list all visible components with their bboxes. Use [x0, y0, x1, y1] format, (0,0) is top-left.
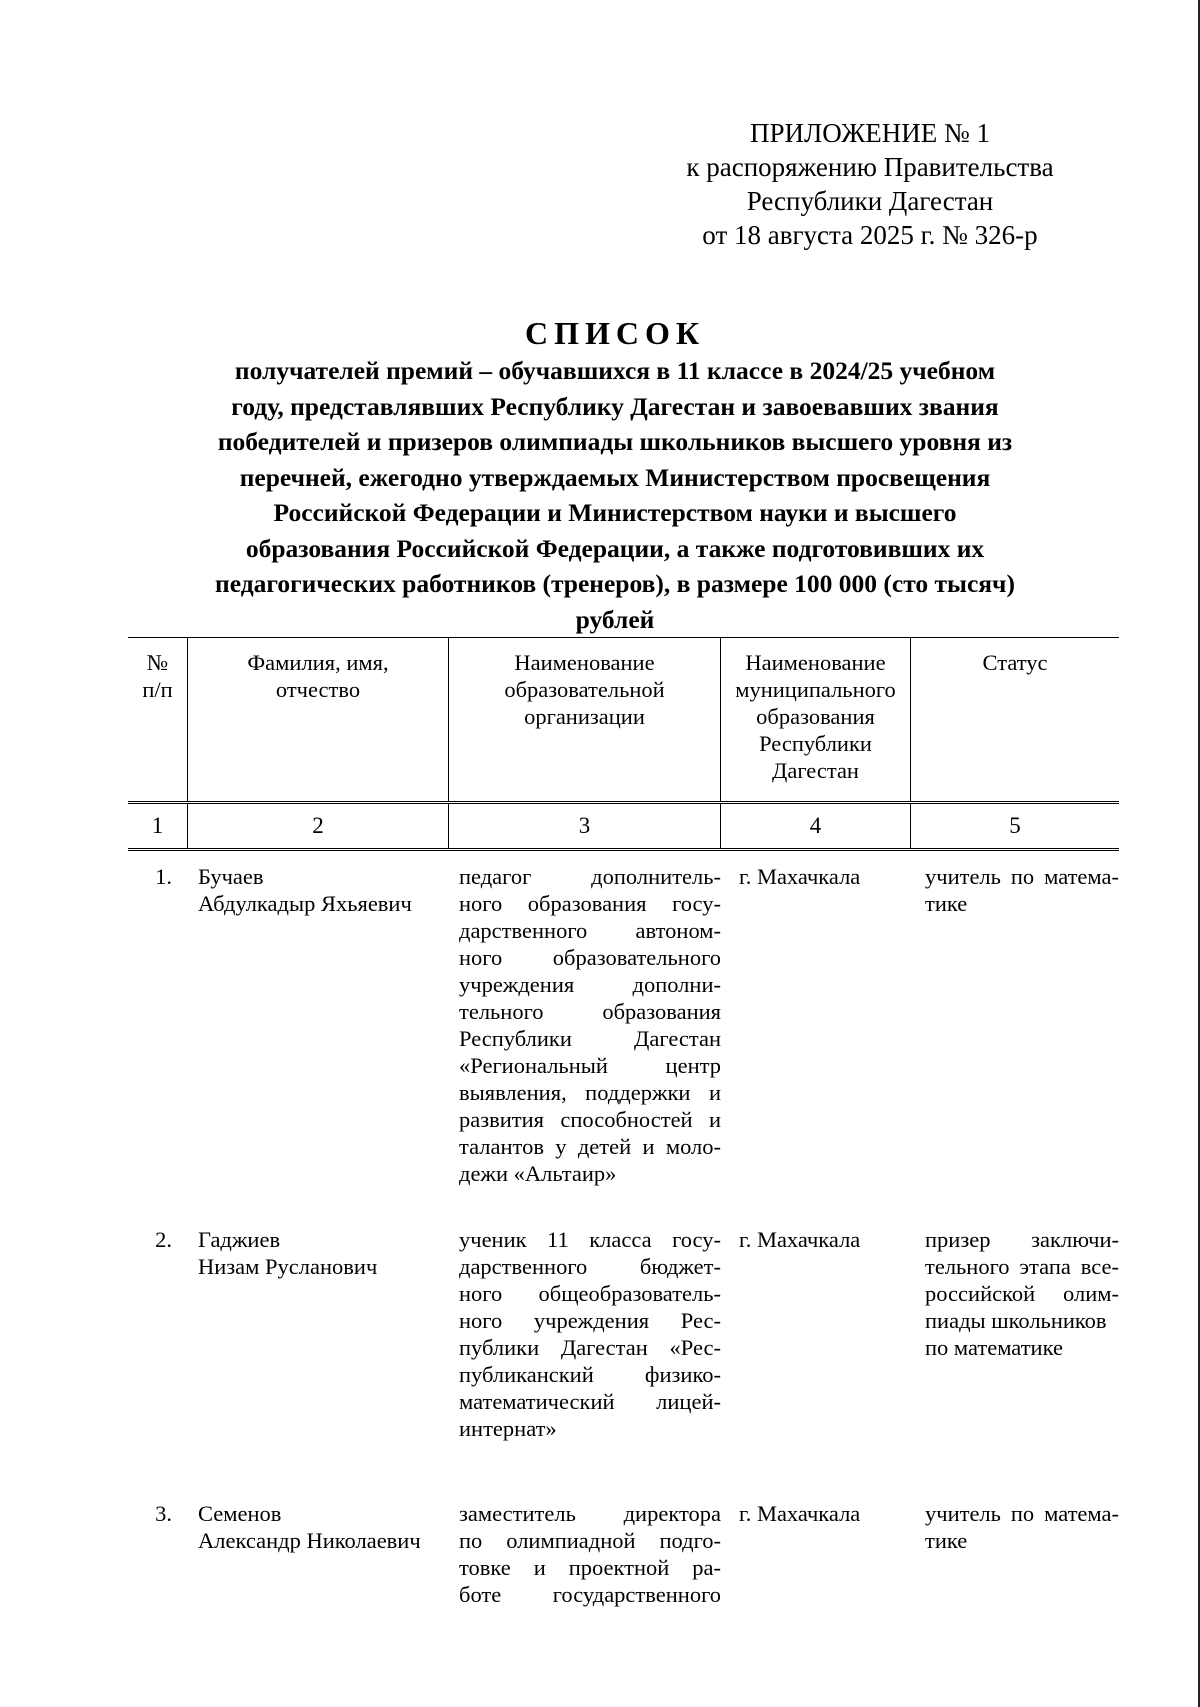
column-number: 4 [721, 804, 911, 848]
table-header-row [128, 637, 1119, 804]
given-name: Низам Русланович [198, 1254, 378, 1279]
org-line: ного учреждения Рес- [459, 1308, 721, 1333]
column-number-row [128, 804, 1119, 851]
municipality: г. Махачкала [739, 1501, 861, 1526]
org-line: развития способностей и [459, 1107, 721, 1132]
org-line: учреждения дополни- [459, 972, 721, 997]
header-text: Республики [759, 731, 872, 756]
header-text: Наименование [514, 650, 655, 675]
header-text: образовательной [504, 677, 665, 702]
org-line: ного общеобразователь- [459, 1281, 721, 1306]
org-line: тельного образования [459, 999, 721, 1024]
table-row [128, 1488, 1119, 1648]
organization [449, 1214, 721, 1488]
given-name: Александр Николаевич [198, 1528, 421, 1553]
column-number: 5 [1009, 813, 1021, 838]
org-line: дарственного автоном- [459, 918, 721, 943]
org-line: по олимпиадной подго- [459, 1528, 721, 1553]
status-line: тике [925, 891, 968, 916]
status [911, 851, 1119, 1214]
status [911, 1488, 1119, 1648]
org-line: ного образования госу- [459, 891, 721, 916]
status-line: пиады школьников [925, 1308, 1107, 1333]
org-line: математический лицей- [459, 1389, 721, 1414]
subtitle-line: победителей и призеров олимпиады школьников высшего уровня из [217, 427, 1013, 456]
appendix-title: ПРИЛОЖЕНИЕ № 1 [749, 118, 991, 148]
status-line: учитель по матема- [925, 864, 1119, 889]
recipient-name [188, 1214, 449, 1488]
status-line: призер заключи- [925, 1227, 1119, 1252]
status-line: по математике [925, 1335, 1063, 1360]
org-line: боте государственного [459, 1582, 721, 1607]
appendix-line: к распоряжению Правительства [686, 152, 1054, 182]
row-number: 1. [155, 864, 172, 889]
org-line: выявления, поддержки и [459, 1080, 721, 1105]
status-line: тельного этапа все- [925, 1254, 1119, 1279]
recipients-table [128, 637, 1119, 1648]
row-number: 2. [155, 1227, 172, 1252]
org-line: заместитель директора [459, 1501, 721, 1526]
header-text: № [146, 650, 169, 675]
appendix-date: от 18 августа 2025 г. № 326-р [702, 220, 1038, 250]
recipient-name [188, 1488, 449, 1648]
subtitle-line: получателей премий – обучавшихся в 11 классе в 2024/25 учебном [234, 356, 996, 385]
row-number: 3. [155, 1501, 172, 1526]
appendix-line: Республики Дагестан [746, 186, 994, 216]
header-text: Статус [982, 650, 1048, 675]
table-row [128, 1214, 1119, 1488]
municipality: г. Махачкала [739, 1227, 861, 1252]
org-line: товке и проектной ра- [459, 1555, 721, 1580]
status [911, 1214, 1119, 1488]
document-title: СПИСОК [524, 315, 706, 351]
header-status [911, 638, 1119, 801]
org-line: дарственного бюджет- [459, 1254, 721, 1279]
header-municipality [721, 638, 911, 801]
header-text: Фамилия, имя, [247, 650, 389, 675]
status-line: тике [925, 1528, 968, 1553]
header-fullname [188, 638, 449, 801]
header-text: п/п [142, 677, 173, 702]
surname: Гаджиев [198, 1227, 281, 1252]
column-number: 3 [449, 804, 721, 848]
subtitle-line: году, представлявших Республику Дагестан и завоевавших звания [231, 391, 999, 421]
header-text: Дагестан [772, 758, 859, 783]
header-text: муниципального [735, 677, 896, 702]
organization [449, 851, 721, 1214]
org-line: Республики Дагестан [459, 1026, 721, 1051]
column-number: 1 [128, 804, 188, 848]
surname: Семенов [198, 1501, 282, 1526]
org-line: «Региональный центр [459, 1053, 721, 1078]
org-line: публики Дагестан «Рес- [459, 1335, 721, 1360]
subtitle-line: образования Российской Федерации, а также подготовивших их [245, 533, 985, 563]
appendix-header [640, 116, 1100, 252]
subtitle-line: рублей [575, 604, 655, 634]
given-name: Абдулкадыр Яхьяевич [198, 891, 412, 916]
subtitle-line: перечней, ежегодно утверждаемых Министерством просвещения [239, 462, 991, 492]
subtitle-line: педагогических работников (тренеров), в размере 100 000 (сто тысяч) [215, 569, 1015, 598]
header-text: Наименование [745, 650, 886, 675]
subtitle-line: Российской Федерации и Министерством науки и высшего [273, 498, 957, 527]
header-number [128, 638, 188, 801]
status-line: учитель по матема- [925, 1501, 1119, 1526]
organization [449, 1488, 721, 1648]
header-text: отчество [275, 677, 361, 702]
org-line: дежи «Альтаир» [459, 1161, 617, 1186]
org-line: ученик 11 класса госу- [459, 1227, 721, 1252]
municipality: г. Махачкала [739, 864, 861, 889]
status-line: российской олим- [925, 1281, 1119, 1306]
org-line: педагог дополнитель- [459, 864, 721, 889]
header-organization [449, 638, 721, 801]
org-line: публиканский физико- [459, 1362, 721, 1387]
surname: Бучаев [198, 864, 264, 889]
org-line: интернат» [459, 1416, 557, 1441]
org-line: талантов у детей и моло- [459, 1134, 721, 1159]
document-subtitle [165, 353, 1065, 637]
header-text: организации [524, 704, 645, 729]
table-row [128, 851, 1119, 1214]
header-text: образования [756, 704, 875, 729]
recipient-name [188, 851, 449, 1214]
column-number: 2 [188, 804, 449, 848]
org-line: ного образовательного [459, 945, 721, 970]
